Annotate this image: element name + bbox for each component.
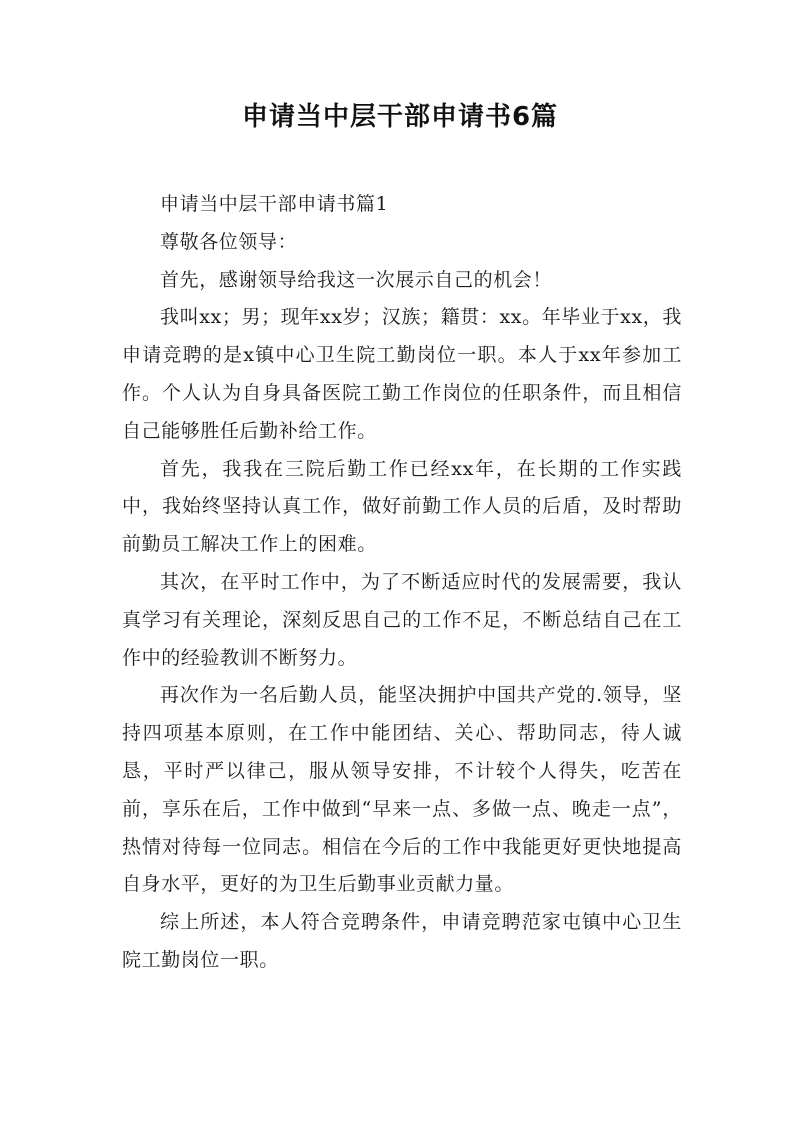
paragraph-opening: 首先，感谢领导给我这一次展示自己的机会！ — [160, 268, 553, 291]
document-title: 申请当中层干部申请书6篇 — [241, 102, 559, 132]
paragraph-introduction: 我叫xx；男；现年xx岁；汉族；籍贯：xx。年毕业于xx，我申请竞聘的是x镇中心卫生院工勤岗位一职。本人于xx年参加工作。个人认为自身具备医院工勤工作岗位的任职条件，而且相信自己能够胜任后勤补给工作。 — [122, 306, 682, 442]
paragraph-first-point: 首先，我我在三院后勤工作已经xx年，在长期的工作实践中，我始终坚持认真工作，做好前勤工作人员的后盾，及时帮助前勤员工解决工作上的困难。 — [122, 457, 682, 556]
section-heading: 申请当中层干部申请书篇1 — [160, 193, 389, 215]
document-body — [122, 186, 682, 980]
paragraph-second-point: 其次，在平时工作中，为了不断适应时代的发展需要，我认真学习有关理论，深刻反思自己的工作不足，不断总结自己在工作中的经验教训不断努力。 — [122, 570, 682, 669]
salutation: 尊敬各位领导： — [160, 230, 298, 253]
paragraph-conclusion: 综上所述，本人符合竞聘条件，申请竞聘范家屯镇中心卫生院工勤岗位一职。 — [122, 911, 682, 971]
paragraph-third-point: 再次作为一名后勤人员，能坚决拥护中国共产党的.领导，坚持四项基本原则，在工作中能团结、关心、帮助同志，待人诚恳，平时严以律己，服从领导安排，不计较个人得失，吃苦在前，享乐在后，工作中做到“早来一点、多做一点、晚走一点”，热情对待每一位同志。相信在今后的工作中我能更好更快地提高自身水平，更好的为卫生后勤事业贡献力量。 — [122, 684, 682, 896]
